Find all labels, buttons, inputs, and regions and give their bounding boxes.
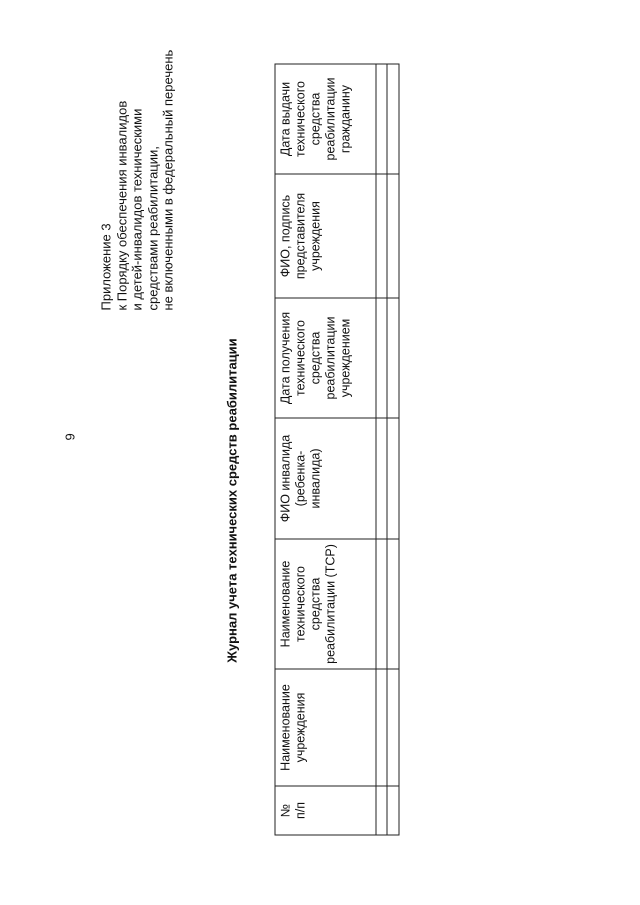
- table-cell: [376, 298, 387, 418]
- table-cell: [387, 418, 399, 539]
- column-header: Дата выдачи технического средства реабилитации гражданину: [275, 64, 376, 174]
- table-header-row: [275, 64, 376, 835]
- table-cell: [387, 539, 399, 669]
- column-header: Наименование учреждения: [275, 669, 376, 786]
- column-header: Дата получения технического средства реабилитации учреждением: [275, 298, 376, 418]
- table-row: [387, 64, 399, 835]
- column-header: ФИО, подпись представителя учреждения: [275, 174, 376, 298]
- journal-title: Журнал учета технических средств реабилитации: [224, 337, 239, 663]
- column-header: ФИО инвалида (ребенка- инвалида): [275, 418, 376, 539]
- table-cell: [387, 669, 399, 786]
- table-cell: [387, 298, 399, 418]
- table-cell: [387, 786, 399, 835]
- journal-table: [274, 63, 399, 835]
- table-cell: [387, 64, 399, 174]
- column-header: № п/п: [275, 786, 376, 835]
- column-header: Наименование технического средства реабилитации (ТСР): [275, 539, 376, 669]
- table-row: [376, 64, 387, 835]
- table-cell: [376, 418, 387, 539]
- table-cell: [376, 174, 387, 298]
- table-cell: [376, 64, 387, 174]
- table-cell: [376, 669, 387, 786]
- page-number: 9: [62, 432, 77, 440]
- table-cell: [387, 174, 399, 298]
- table-cell: [376, 539, 387, 669]
- table-cell: [376, 786, 387, 835]
- appendix-heading: Приложение 3 к Порядку обеспечения инвалидов и детей-инвалидов техническими средствами реабилитации, не включенными в федеральный перечень: [98, 49, 175, 310]
